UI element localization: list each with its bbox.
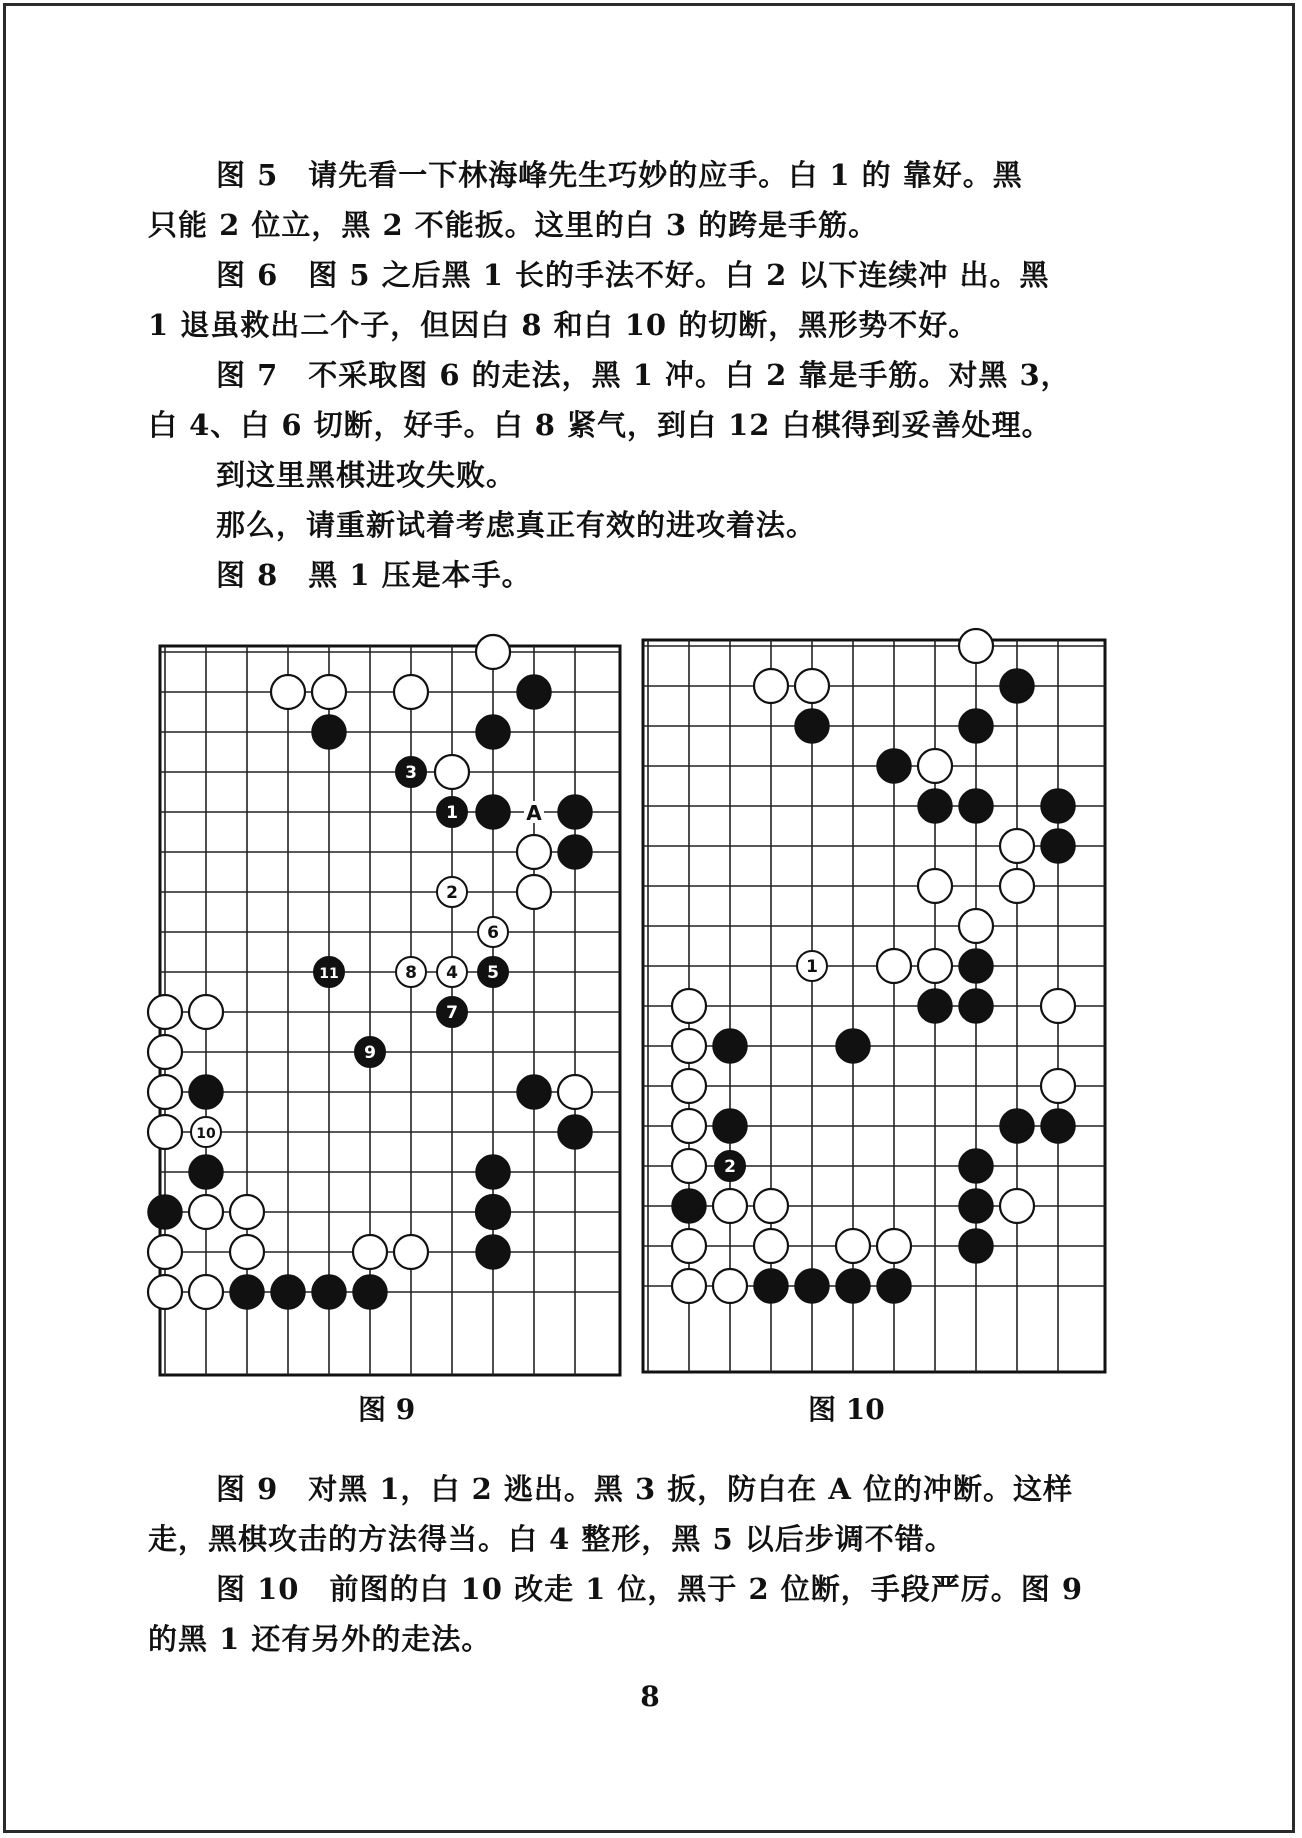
black-stone bbox=[836, 1269, 870, 1303]
white-stone bbox=[394, 1235, 428, 1269]
black-stone bbox=[959, 709, 993, 743]
black-stone bbox=[476, 715, 510, 749]
paragraph-line: 白 4、白 6 切断，好手。白 8 紧气，到白 12 白棋得到妥善处理。 bbox=[148, 408, 1052, 442]
point-label-a: A bbox=[526, 801, 542, 825]
white-stone bbox=[1000, 869, 1034, 903]
black-stone bbox=[1041, 1109, 1075, 1143]
paragraph-line: 图 6 图 5 之后黑 1 长的手法不好。白 2 以下连续冲 出。黑 bbox=[216, 258, 1050, 292]
go-board-figure-10 bbox=[643, 629, 1105, 1372]
white-stone bbox=[230, 1195, 264, 1229]
stone-number-label: 6 bbox=[487, 923, 499, 943]
white-stone bbox=[1041, 989, 1075, 1023]
black-stone bbox=[312, 715, 346, 749]
black-stone bbox=[959, 1189, 993, 1223]
black-stone bbox=[189, 1075, 223, 1109]
paragraph-line: 只能 2 位立，黑 2 不能扳。这里的白 3 的跨是手筋。 bbox=[148, 208, 879, 242]
white-stone bbox=[672, 1069, 706, 1103]
black-stone bbox=[476, 1235, 510, 1269]
stone-number-label: 5 bbox=[487, 963, 499, 983]
black-stone bbox=[476, 1155, 510, 1189]
paragraph-line: 1 退虽救出二个子，但因白 8 和白 10 的切断，黑形势不好。 bbox=[148, 308, 979, 342]
white-stone bbox=[795, 669, 829, 703]
black-stone bbox=[754, 1269, 788, 1303]
black-stone bbox=[959, 1149, 993, 1183]
stone-number-label: 1 bbox=[446, 803, 458, 823]
stone-number-label: 3 bbox=[405, 763, 417, 783]
black-stone bbox=[672, 1189, 706, 1223]
white-stone bbox=[148, 1035, 182, 1069]
stone-number-label: 2 bbox=[446, 883, 458, 903]
black-stone bbox=[836, 1029, 870, 1063]
white-stone bbox=[271, 675, 305, 709]
paragraph-line: 图 8 黑 1 压是本手。 bbox=[216, 558, 532, 592]
black-stone bbox=[959, 789, 993, 823]
white-stone bbox=[230, 1235, 264, 1269]
black-stone bbox=[877, 1269, 911, 1303]
white-stone bbox=[394, 675, 428, 709]
white-stone bbox=[672, 1029, 706, 1063]
black-stone bbox=[148, 1195, 182, 1229]
black-stone bbox=[558, 1115, 592, 1149]
white-stone bbox=[517, 835, 551, 869]
white-stone bbox=[558, 1075, 592, 1109]
white-stone bbox=[918, 949, 952, 983]
black-stone bbox=[517, 1075, 551, 1109]
black-stone bbox=[271, 1275, 305, 1309]
white-stone bbox=[877, 949, 911, 983]
white-stone bbox=[918, 869, 952, 903]
paragraph-line: 到这里黑棋进攻失败。 bbox=[216, 458, 517, 492]
white-stone bbox=[148, 1275, 182, 1309]
black-stone bbox=[713, 1109, 747, 1143]
white-stone bbox=[918, 749, 952, 783]
white-stone bbox=[353, 1235, 387, 1269]
stone-number-label: 1 bbox=[806, 957, 818, 977]
black-stone bbox=[1041, 789, 1075, 823]
white-stone bbox=[1000, 829, 1034, 863]
stone-number-label: 4 bbox=[446, 963, 458, 983]
stone-number-label: 7 bbox=[446, 1003, 458, 1023]
black-stone bbox=[476, 795, 510, 829]
white-stone bbox=[754, 1189, 788, 1223]
black-stone bbox=[918, 989, 952, 1023]
white-stone bbox=[877, 1229, 911, 1263]
black-stone bbox=[959, 949, 993, 983]
black-stone bbox=[517, 675, 551, 709]
white-stone bbox=[148, 1075, 182, 1109]
white-stone bbox=[189, 995, 223, 1029]
black-stone bbox=[230, 1275, 264, 1309]
text-block-bottom bbox=[148, 1464, 1148, 1664]
black-stone bbox=[959, 1229, 993, 1263]
white-stone bbox=[1000, 1189, 1034, 1223]
white-stone bbox=[959, 629, 993, 663]
paragraph-line: 图 10 前图的白 10 改走 1 位，黑于 2 位断，手段严厉。图 9 bbox=[216, 1572, 1084, 1606]
go-board-figure-9 bbox=[148, 635, 620, 1375]
black-stone bbox=[877, 749, 911, 783]
paragraph-line: 图 7 不采取图 6 的走法，黑 1 冲。白 2 靠是手筋。对黑 3， bbox=[216, 358, 1071, 392]
stone-number-label: 2 bbox=[724, 1157, 736, 1177]
black-stone bbox=[353, 1275, 387, 1309]
paragraph-line: 图 9 对黑 1，白 2 逃出。黑 3 扳，防白在 A 位的冲断。这样 bbox=[216, 1472, 1073, 1506]
black-stone bbox=[189, 1155, 223, 1189]
white-stone bbox=[672, 989, 706, 1023]
white-stone bbox=[672, 1229, 706, 1263]
white-stone bbox=[476, 635, 510, 669]
black-stone bbox=[1000, 669, 1034, 703]
white-stone bbox=[672, 1109, 706, 1143]
black-stone bbox=[795, 1269, 829, 1303]
figure-10-caption: 图 10 bbox=[808, 1393, 885, 1426]
white-stone bbox=[959, 909, 993, 943]
paragraph-line: 那么，请重新试着考虑真正有效的进攻着法。 bbox=[216, 508, 817, 542]
stone-number-label: 8 bbox=[405, 963, 417, 983]
black-stone bbox=[1000, 1109, 1034, 1143]
black-stone bbox=[558, 835, 592, 869]
paragraph-line: 的黑 1 还有另外的走法。 bbox=[148, 1622, 492, 1656]
paragraph-line: 走，黑棋攻击的方法得当。白 4 整形，黑 5 以后步调不错。 bbox=[148, 1522, 955, 1556]
white-stone bbox=[517, 875, 551, 909]
white-stone bbox=[754, 1229, 788, 1263]
white-stone bbox=[1041, 1069, 1075, 1103]
black-stone bbox=[558, 795, 592, 829]
figure-9-caption: 图 9 bbox=[358, 1393, 416, 1426]
white-stone bbox=[836, 1229, 870, 1263]
white-stone bbox=[713, 1269, 747, 1303]
paragraph-line: 图 5 请先看一下林海峰先生巧妙的应手。白 1 的 靠好。黑 bbox=[216, 158, 1023, 192]
white-stone bbox=[148, 995, 182, 1029]
black-stone bbox=[918, 789, 952, 823]
white-stone bbox=[713, 1189, 747, 1223]
white-stone bbox=[189, 1275, 223, 1309]
black-stone bbox=[476, 1195, 510, 1229]
white-stone bbox=[435, 755, 469, 789]
stone-number-label: 9 bbox=[364, 1043, 376, 1063]
white-stone bbox=[189, 1195, 223, 1229]
white-stone bbox=[754, 669, 788, 703]
stone-number-label: 10 bbox=[196, 1126, 216, 1142]
board-border bbox=[160, 646, 620, 1375]
white-stone bbox=[672, 1269, 706, 1303]
white-stone bbox=[672, 1149, 706, 1183]
white-stone bbox=[148, 1115, 182, 1149]
page-number: 8 bbox=[640, 1680, 660, 1713]
stone-number-label: 11 bbox=[319, 966, 339, 982]
black-stone bbox=[795, 709, 829, 743]
black-stone bbox=[1041, 829, 1075, 863]
black-stone bbox=[312, 1275, 346, 1309]
white-stone bbox=[312, 675, 346, 709]
black-stone bbox=[959, 989, 993, 1023]
black-stone bbox=[713, 1029, 747, 1063]
white-stone bbox=[148, 1235, 182, 1269]
